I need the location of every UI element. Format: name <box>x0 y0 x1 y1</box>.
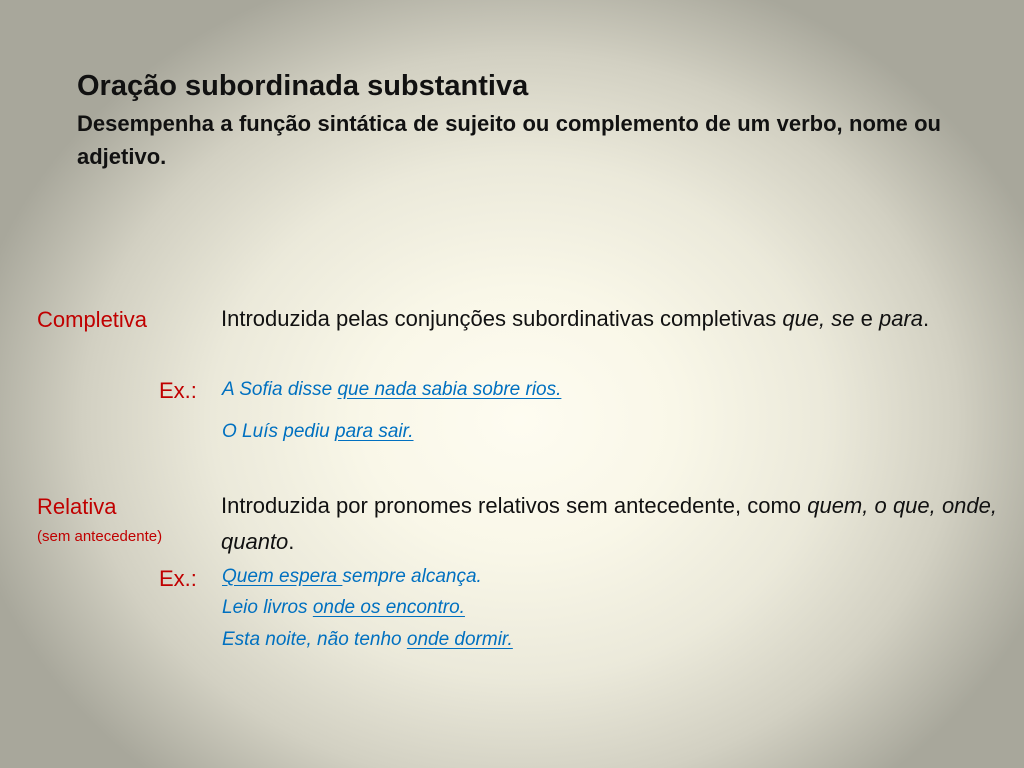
example-plain: O Luís pediu <box>222 421 336 442</box>
completiva-definition-and: e <box>854 306 879 331</box>
example-underlined: onde dormir. <box>406 629 513 650</box>
relativa-example-3 <box>222 628 513 652</box>
relativa-ex-label: Ex.: <box>159 566 197 591</box>
slide-title: Oração subordinada substantiva <box>77 70 529 102</box>
relativa-example-2 <box>222 596 465 620</box>
example-plain: Esta noite, não tenho <box>222 629 407 650</box>
relativa-definition <box>221 488 997 560</box>
completiva-example-1 <box>222 378 561 402</box>
completiva-definition-end: . <box>923 306 930 331</box>
relativa-example-1 <box>222 565 482 589</box>
completiva-conj-se: se <box>831 306 855 331</box>
example-tail: sempre alcança. <box>342 566 482 587</box>
relativa-pronouns: quem, o que, onde, quanto <box>221 493 997 554</box>
relativa-label: Relativa <box>37 494 117 519</box>
example-underlined: onde os encontro. <box>312 597 465 618</box>
relativa-definition-end: . <box>288 529 295 554</box>
completiva-conj-que: que, <box>782 306 826 331</box>
relativa-definition-text: Introduzida por pronomes relativos sem antecedente, como <box>221 493 808 518</box>
completiva-conj-para: para <box>879 306 924 331</box>
completiva-definition-text: Introduzida pelas conjunções subordinativas completivas <box>221 306 783 331</box>
completiva-example-2 <box>222 420 414 444</box>
completiva-ex-label: Ex.: <box>159 378 197 403</box>
example-plain: Leio livros <box>222 597 313 618</box>
example-underlined: Quem espera <box>222 566 343 587</box>
example-underlined: para sair. <box>335 421 414 442</box>
slide-subtitle: Desempenha a função sintática de sujeito ou complemento de um verbo, nome ou adjetivo. <box>77 111 941 169</box>
completiva-label: Completiva <box>37 307 148 332</box>
completiva-definition <box>221 301 997 337</box>
example-underlined: que nada sabia sobre rios. <box>337 379 562 400</box>
relativa-sublabel: (sem antecedente) <box>37 528 163 545</box>
example-plain: A Sofia disse <box>222 379 338 400</box>
